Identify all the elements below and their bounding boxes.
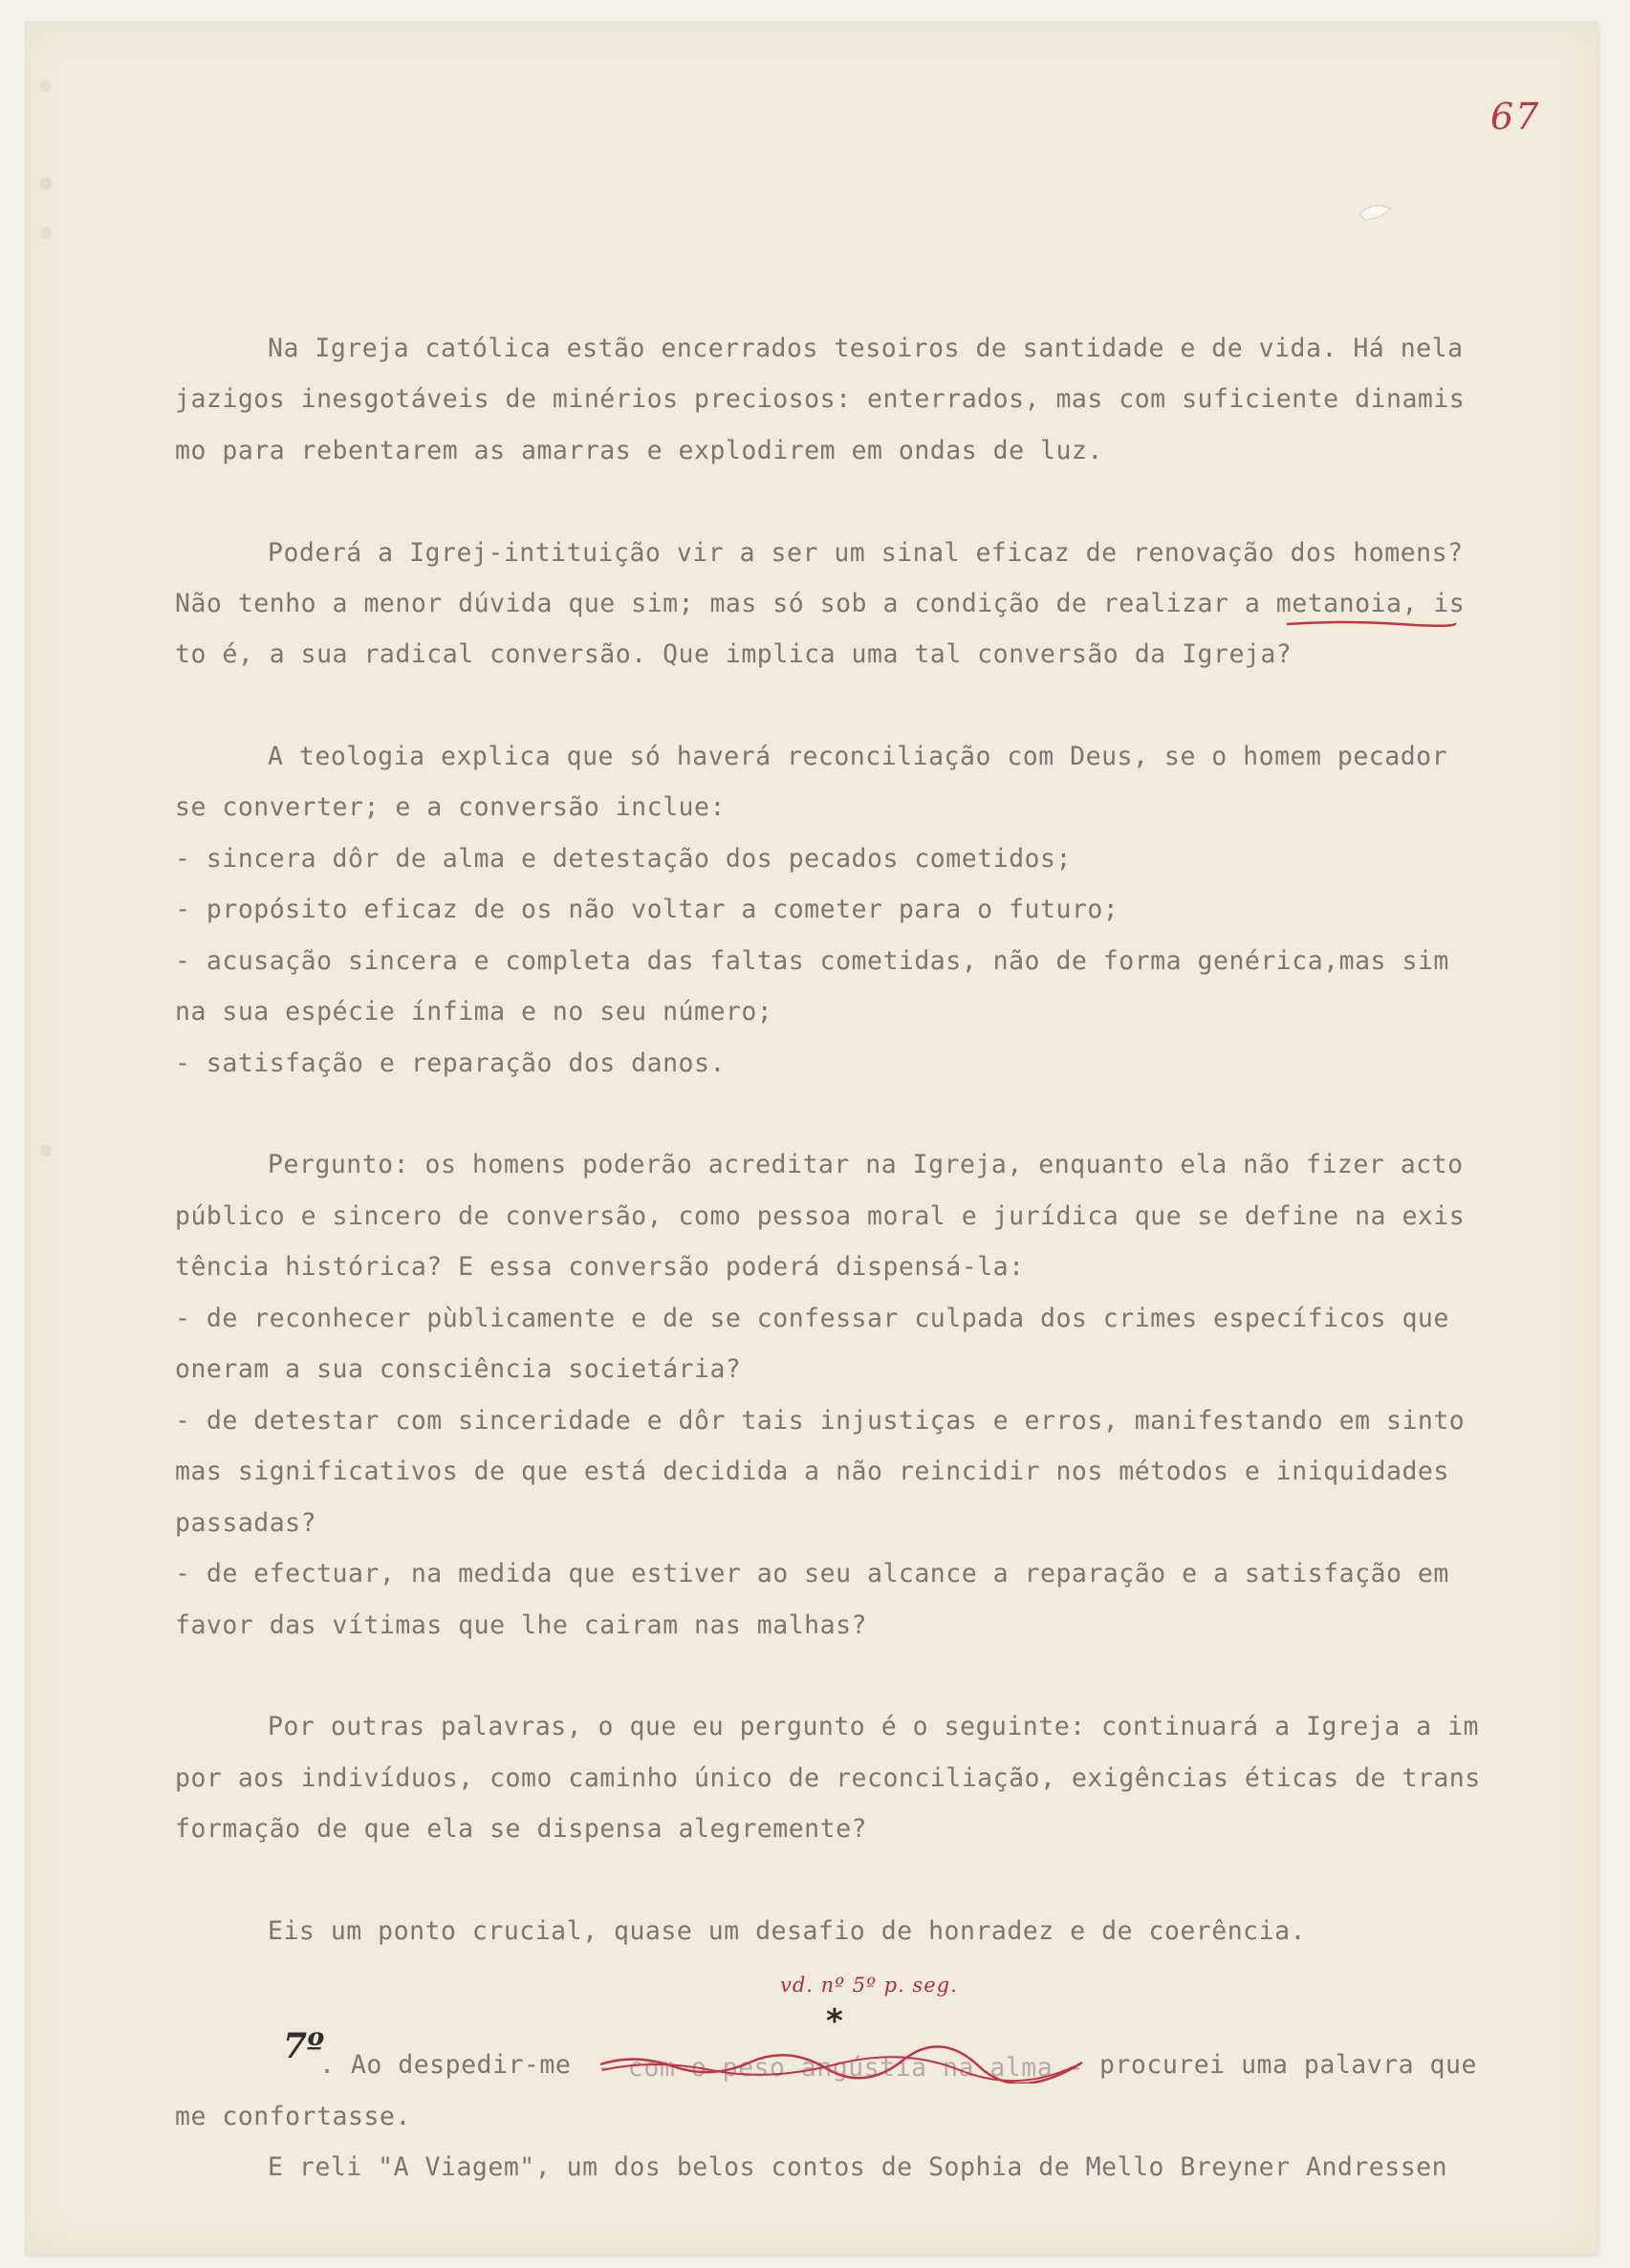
paragraph-7-line-1-end: procurei uma palavra que (1099, 2050, 1477, 2080)
paragraph-3-line-7: - satisfação e reparação dos danos. (175, 1048, 726, 1078)
margin-paragraph-number: 7º (283, 2026, 325, 2066)
paragraph-2-line-3: to é, a sua radical conversão. Que implica uma tal conversão da Igreja? (175, 639, 1293, 669)
paragraph-3-line-6: na sua espécie ínfima e no seu número; (175, 997, 773, 1026)
paragraph-6-line-1: Eis um ponto crucial, quase um desafio de honradez e de coerência. (268, 1916, 1306, 1946)
handwritten-annotation: vd. nº 5º p. seg. (780, 1974, 958, 1997)
struck-out-text: - com o peso angústia na alma - (597, 2053, 1085, 2083)
paragraph-2-line-2: Não tenho a menor dúvida que sim; mas só sob a condição de realizar a metanoia, is (175, 589, 1466, 618)
paragraph-4-line-10: favor das vítimas que lhe cairam nas malhas? (175, 1610, 867, 1640)
paragraph-7-line-3: E reli "A Viagem", um dos belos contos de Sophia de Mello Breyner Andressen (268, 2152, 1448, 2182)
paragraph-3-line-3: - sincera dôr de alma e detestação dos pecados cometidos; (175, 844, 1072, 874)
paragraph-3-line-1: A teologia explica que só haverá reconciliação com Deus, se o homem pecador (268, 742, 1448, 771)
document-page (25, 21, 1597, 2254)
paragraph-2-line-1: Poderá a Igrej-intituição vir a ser um sinal eficaz de renovação dos homens? (268, 538, 1464, 568)
punch-hole-marks (25, 21, 101, 1168)
paper-tear-mark (1354, 193, 1411, 231)
paragraph-7-line-1-start: . Ao despedir-me (319, 2050, 572, 2080)
paragraph-4-line-4: - de reconhecer pùblicamente e de se confessar culpada dos crimes específicos que (175, 1304, 1449, 1333)
paragraph-4-line-1: Pergunto: os homens poderão acreditar na Igreja, enquanto ela não fizer acto (268, 1150, 1464, 1179)
paragraph-4-line-9: - de efectuar, na medida que estiver ao seu alcance a reparação e a satisfação em (175, 1559, 1449, 1588)
paragraph-1-line-2: jazigos inesgotáveis de minérios preciosos: enterrados, mas com suficiente dinamis (175, 384, 1466, 414)
paragraph-1-line-1: Na Igreja católica estão encerrados tesoiros de santidade e de vida. Há nela (268, 334, 1464, 363)
paragraph-4-line-6: - de detestar com sinceridade e dôr tais injustiças e erros, manifestando em sinto (175, 1406, 1466, 1436)
paragraph-3-line-2: se converter; e a conversão inclue: (175, 792, 726, 822)
paragraph-7-line-2: me confortasse. (175, 2102, 411, 2131)
strikethrough-scribble (597, 2045, 1086, 2084)
paragraph-4-line-5: oneram a sua consciência societária? (175, 1354, 742, 1384)
page-number: 67 (1490, 96, 1541, 138)
paragraph-1-line-3: mo para rebentarem as amarras e explodirem em ondas de luz. (175, 436, 1103, 465)
paragraph-3-line-5: - acusação sincera e completa das faltas cometidas, não de forma genérica,mas sim (175, 946, 1449, 976)
paragraph-4-line-2: público e sincero de conversão, como pessoa moral e jurídica que se define na exis (175, 1201, 1466, 1231)
paragraph-4-line-8: passadas? (175, 1508, 317, 1538)
paragraph-4-line-7: mas significativos de que está decidida a não reincidir nos métodos e iniquidades (175, 1457, 1449, 1486)
paragraph-5-line-3: formação de que ela se dispensa alegremente? (175, 1814, 867, 1844)
asterisk-marker: * (826, 2002, 843, 2041)
metanoia-underline (1285, 618, 1457, 630)
paragraph-4-line-3: tência histórica? E essa conversão poderá dispensá-la: (175, 1252, 1025, 1282)
paragraph-5-line-2: por aos indivíduos, como caminho único de reconciliação, exigências éticas de trans (175, 1763, 1481, 1793)
paragraph-5-line-1: Por outras palavras, o que eu pergunto é o seguinte: continuará a Igreja a im (268, 1712, 1479, 1741)
paragraph-3-line-4: - propósito eficaz de os não voltar a cometer para o futuro; (175, 895, 1119, 924)
struck-out-phrase (597, 2045, 1086, 2084)
